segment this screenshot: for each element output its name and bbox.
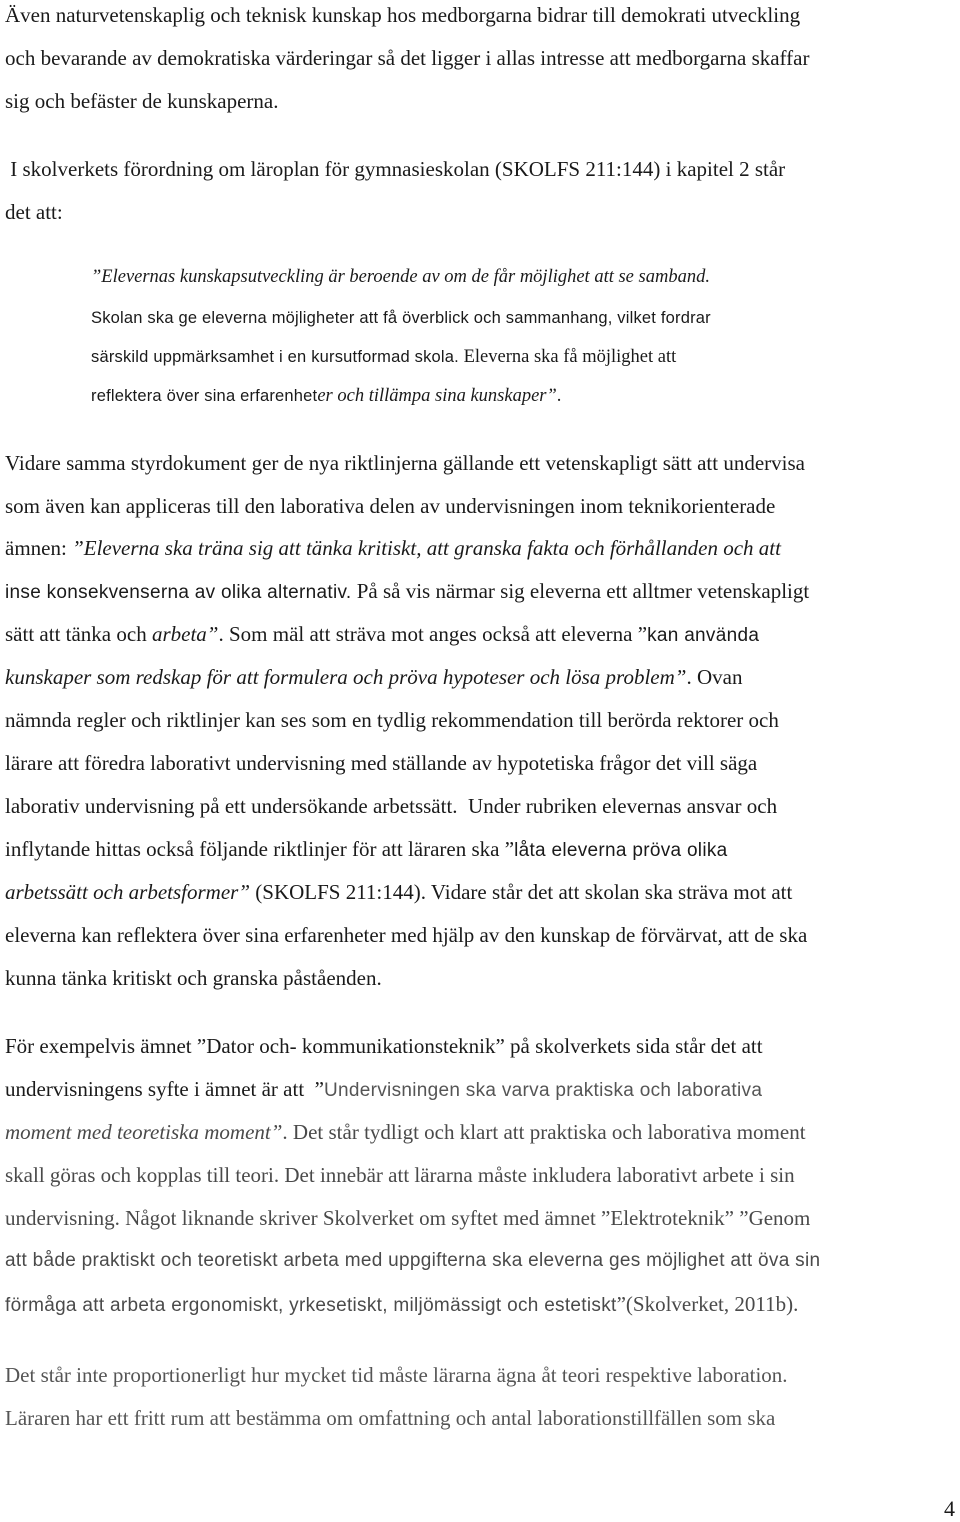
quote-text: . <box>556 386 562 406</box>
paragraph-4-line-7 <box>5 1291 798 1319</box>
paragraph-3-line-5 <box>5 621 759 649</box>
paragraph-3-line-2: som även kan appliceras till den laborativa delen av undervisningen inom teknikorienterade <box>5 494 776 518</box>
paragraph-3-line-10 <box>5 836 728 864</box>
quote-line-4 <box>91 383 561 409</box>
paragraph-4-line-1: För exempelvis ämnet ”Dator och- kommunikationsteknik” på skolverkets sida står det att <box>5 1034 763 1058</box>
text-run: . Ovan <box>686 665 743 689</box>
quote-line-1 <box>91 264 710 290</box>
text-run: . Som mäl att sträva mot anges också att eleverna ” <box>218 622 648 646</box>
paragraph-1-line-1: Även naturvetenskaplig och teknisk kunskap hos medborgarna bidrar till demokrati utveckling <box>5 3 801 27</box>
text-run: förmåga att arbeta ergonomiskt, yrkesetiskt, miljömässigt och estetiskt <box>5 1295 617 1316</box>
quote-text: Eleverna ska få möjlighet att <box>458 347 677 367</box>
paragraph-4-line-2 <box>5 1076 762 1104</box>
text-run: sätt att tänka och <box>5 622 152 646</box>
paragraph-3-line-8: lärare att föredra laborativt undervisning med ställande av hypotetiska frågor det vill säga <box>5 751 758 775</box>
paragraph-1-line-2: och bevarande av demokratiska värderingar så det ligger i allas intresse att medborgarna skaffar <box>5 46 810 70</box>
text-run: På så vis närmar sig eleverna ett alltmer vetenskapligt <box>351 579 810 603</box>
paragraph-3-line-4 <box>5 578 809 606</box>
text-run: ”Eleverna ska träna sig att tänka kritiskt, att granska fakta och förhållanden och att <box>72 536 781 560</box>
text-run: Genom <box>748 1206 811 1230</box>
text-run: kunskaper som redskap för att formulera och pröva hypoteser och lösa problem” <box>5 665 687 689</box>
text-run: undervisningens syfte i ämnet är att ” <box>5 1077 324 1101</box>
text-run: inse konsekvenserna av olika alternativ. <box>5 582 352 603</box>
text-run: inflytande hittas också följande riktlinjer för att läraren ska ” <box>5 837 515 861</box>
text-run: . Det står tydligt och klart att praktiska och laborativa moment <box>282 1120 806 1144</box>
paragraph-4-line-5 <box>5 1205 810 1231</box>
paragraph-5-line-2: Läraren har ett fritt rum att bestämma om omfattning och antal laborationstillfällen som ska <box>5 1406 776 1430</box>
paragraph-3-line-12: eleverna kan reflektera över sina erfarenheter med hjälp av den kunskap de förvärvat, att de ska <box>5 923 808 947</box>
paragraph-3-line-13: kunna tänka kritiskt och granska påståenden. <box>5 966 382 990</box>
page-number: 4 <box>944 1496 955 1521</box>
quote-text: särskild uppmärksamhet i en kursutformad skola. <box>91 348 459 366</box>
quote-text: Skolan ska ge eleverna möjligheter att få överblick och sammanhang, vilket fordrar <box>91 309 711 327</box>
paragraph-3-line-3 <box>5 535 781 561</box>
paragraph-2-line-1: I skolverkets förordning om läroplan för gymnasieskolan (SKOLFS 211:144) i kapitel 2 står <box>5 157 786 181</box>
paragraph-5-line-1: Det står inte proportionerligt hur mycket tid måste lärarna ägna åt teori respektive laboration. <box>5 1363 788 1387</box>
text-run: arbeta” <box>151 622 219 646</box>
text-run: låta eleverna pröva olika <box>514 840 728 861</box>
text-run: arbetssätt och arbetsformer” <box>5 880 251 904</box>
paragraph-1-line-3: sig och befäster de kunskaperna. <box>5 89 279 113</box>
paragraph-4-line-6: att både praktiskt och teoretiskt arbeta med uppgifterna ska eleverna ges möjlighet att öva sin <box>5 1250 821 1271</box>
text-run: kan använda <box>647 625 760 646</box>
paragraph-3-line-9: laborativ undervisning på ett undersökande arbetssätt. Under rubriken elevernas ansvar och <box>5 794 778 818</box>
quote-line-2 <box>91 305 711 331</box>
text-run: ämnen: <box>5 536 73 560</box>
quote-text: er och tillämpa sina kunskaper” <box>317 386 557 406</box>
paragraph-3-line-11 <box>5 879 792 905</box>
text-run: ”(Skolverket, 2011b). <box>616 1292 799 1316</box>
paragraph-4-line-4: skall göras och kopplas till teori. Det innebär att lärarna måste inkludera laborativt arbete i sin <box>5 1163 795 1187</box>
paragraph-3-line-6 <box>5 664 742 690</box>
text-run: (SKOLFS 211:144). Vidare står det att skolan ska sträva mot att <box>250 880 793 904</box>
paragraph-4-line-3 <box>5 1119 806 1145</box>
text-run: undervisning. Något liknande skriver Skolverket om syftet med ämnet ”Elektroteknik” ” <box>5 1206 749 1230</box>
quote-text: ”Elevernas kunskapsutveckling är beroende av om de får möjlighet att se samband. <box>91 267 710 287</box>
quote-text: reflektera över sina erfarenhet <box>91 387 318 405</box>
text-run: Undervisningen ska varva praktiska och laborativa <box>324 1080 763 1101</box>
text-run: moment med teoretiska moment” <box>5 1120 283 1144</box>
quote-line-3 <box>91 344 676 370</box>
paragraph-3-line-7: nämnda regler och riktlinjer kan ses som en tydlig rekommendation till berörda rektorer och <box>5 708 779 732</box>
paragraph-3-line-1: Vidare samma styrdokument ger de nya riktlinjerna gällande ett vetenskapligt sätt att undervisa <box>5 451 805 475</box>
paragraph-2-line-2: det att: <box>5 200 63 224</box>
